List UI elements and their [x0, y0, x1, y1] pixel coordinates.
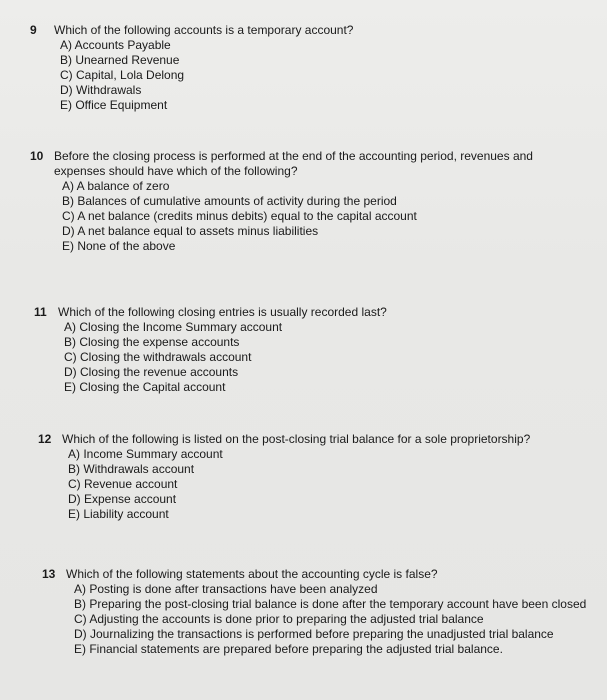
question-number: 11 — [34, 305, 47, 319]
answer-option-c: C) A net balance (credits minus debits) equal to the capital account — [62, 209, 417, 223]
answer-options — [74, 582, 602, 657]
answer-option-a: A) Income Summary account — [68, 447, 223, 461]
question-12 — [38, 432, 578, 522]
question-9 — [30, 23, 550, 113]
answer-option-a: A) Closing the Income Summary account — [64, 320, 283, 334]
question-text: Which of the following is listed on the post-closing trial balance for a sole proprietorship? — [62, 432, 531, 446]
answer-option-a: A) Posting is done after transactions have been analyzed — [74, 582, 378, 596]
answer-option-d: D) Withdrawals — [60, 83, 142, 97]
answer-option-e: E) Closing the Capital account — [64, 380, 226, 394]
answer-options — [68, 447, 578, 522]
answer-option-e: E) None of the above — [62, 239, 176, 253]
answer-option-c: C) Adjusting the accounts is done prior to preparing the adjusted trial balance — [74, 612, 484, 626]
answer-option-d: D) Closing the revenue accounts — [64, 365, 239, 379]
answer-option-b: B) Preparing the post-closing trial balance is done after the temporary account have been closed — [74, 597, 587, 611]
answer-option-e: E) Liability account — [68, 507, 169, 521]
answer-option-b: B) Withdrawals account — [68, 462, 195, 476]
question-number: 13 — [42, 567, 56, 581]
answer-option-c: C) Capital, Lola Delong — [60, 68, 185, 82]
question-text-line-1: Before the closing process is performed at the end of the accounting period, revenues and — [54, 149, 533, 163]
question-text-line-2: expenses should have which of the following? — [54, 164, 298, 178]
answer-option-b: B) Closing the expense accounts — [64, 335, 240, 349]
question-number: 9 — [30, 23, 37, 37]
question-13 — [42, 567, 602, 657]
answer-option-b: B) Unearned Revenue — [60, 53, 180, 67]
question-11 — [34, 305, 554, 395]
answer-option-d: D) Journalizing the transactions is performed before preparing the unadjusted trial balance — [74, 627, 554, 641]
answer-option-b: B) Balances of cumulative amounts of activity during the period — [62, 194, 397, 208]
answer-option-a: A) A balance of zero — [62, 179, 170, 193]
answer-options — [60, 38, 550, 113]
answer-option-d: D) Expense account — [68, 492, 177, 506]
question-number: 10 — [30, 149, 44, 163]
question-10 — [30, 149, 560, 254]
answer-option-d: D) A net balance equal to assets minus liabilities — [62, 224, 319, 238]
answer-option-e: E) Financial statements are prepared before preparing the adjusted trial balance. — [74, 642, 503, 656]
question-number: 12 — [38, 432, 52, 446]
answer-option-a: A) Accounts Payable — [60, 38, 171, 52]
answer-options — [64, 320, 554, 395]
question-text — [54, 149, 560, 179]
question-text: Which of the following statements about the accounting cycle is false? — [66, 567, 438, 581]
answer-option-c: C) Closing the withdrawals account — [64, 350, 252, 364]
answer-option-c: C) Revenue account — [68, 477, 178, 491]
question-text: Which of the following closing entries is usually recorded last? — [58, 305, 387, 319]
answer-options — [62, 179, 560, 254]
answer-option-e: E) Office Equipment — [60, 98, 168, 112]
question-text: Which of the following accounts is a temporary account? — [54, 23, 354, 37]
